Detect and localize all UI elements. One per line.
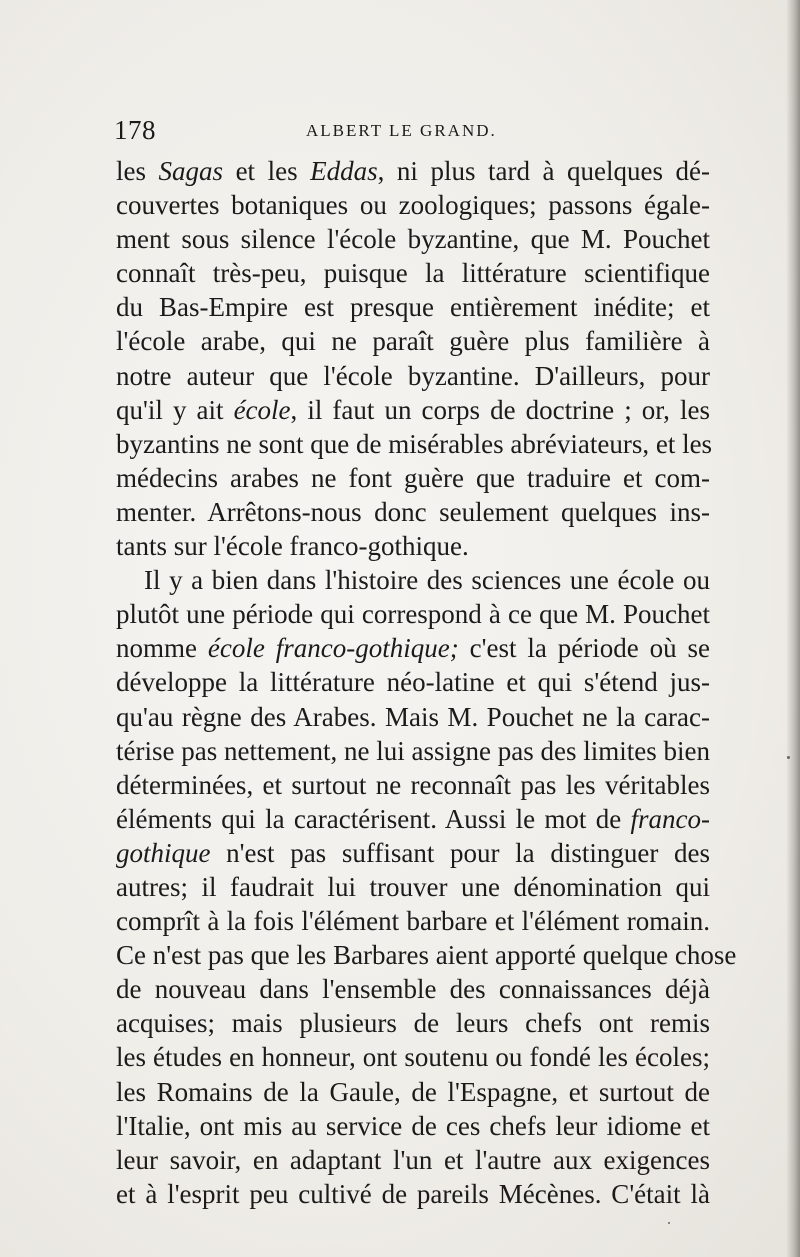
text-line [116, 222, 710, 256]
text-segment: qu'au règne des Arabes. Mais M. Pouchet ne la carac- [116, 701, 710, 732]
text-segment: Il y a bien dans l'histoire des sciences une école ou [144, 565, 710, 596]
italic-text-segment: gothique [116, 837, 211, 868]
text-segment: acquises; mais plusieurs de leurs chefs ont remis [116, 1008, 710, 1039]
text-segment: Ce n'est pas que les Barbares aient apporté quelque chose [116, 940, 737, 971]
text-segment: les Romains de la Gaule, de l'Espagne, et surtout de [116, 1076, 710, 1107]
text-line [116, 972, 710, 1006]
italic-text-segment: école franco-gothique; [207, 633, 459, 664]
text-line [116, 1040, 710, 1074]
text-segment: c'est la période où se [458, 633, 710, 664]
text-segment: l'Italie, ont mis au service de ces chefs leur idiome et [116, 1110, 710, 1141]
paper-speck [668, 1222, 670, 1224]
text-line [116, 324, 710, 358]
text-segment: autres; il faudrait lui trouver une dénomination qui [116, 871, 710, 902]
text-segment: , ni plus tard à quelques dé- [377, 156, 710, 186]
text-segment: éléments qui la caractérisent. Aussi le mot de [116, 803, 631, 834]
text-line [116, 938, 737, 972]
italic-text-segment: école [233, 394, 291, 425]
text-line [116, 1109, 710, 1143]
text-line [116, 495, 710, 529]
text-line [116, 427, 713, 461]
text-segment: n'est pas suffisant pour la distinguer des [210, 837, 710, 868]
body-text [116, 154, 737, 1211]
text-segment: du Bas-Empire est presque entièrement inédite; et [116, 292, 710, 323]
text-segment: et les [223, 156, 311, 186]
paper-speck [787, 756, 790, 759]
text-segment: l'école arabe, qui ne paraît guère plus familière à [116, 326, 710, 357]
text-segment: déterminées, et surtout ne reconnaît pas les véritables [116, 769, 710, 800]
text-line [116, 700, 710, 734]
text-line [116, 1075, 710, 1109]
text-segment: médecins arabes ne font guère que traduire et com- [116, 462, 710, 493]
text-segment: menter. Arrêtons-nous donc seulement quelques ins- [116, 496, 710, 527]
text-segment: térise pas nettement, ne lui assigne pas des limites bien [116, 735, 710, 766]
text-segment: les [116, 156, 159, 186]
text-segment: les études en honneur, ont soutenu ou fondé les écoles; [116, 1042, 710, 1073]
text-segment: couvertes botaniques ou zoologiques; passons égale- [116, 190, 710, 221]
page-edge-shadow [786, 0, 800, 1257]
text-segment: connaît très-peu, puisque la littérature scientifique [116, 258, 710, 289]
text-line [116, 1143, 710, 1177]
text-line [116, 529, 710, 563]
text-segment: de nouveau dans l'ensemble des connaissances déjà [116, 974, 710, 1005]
text-line [116, 665, 710, 699]
text-segment: nomme [116, 633, 208, 664]
text-line [116, 870, 710, 904]
text-line [116, 359, 710, 393]
text-segment: qu'il y ait [116, 394, 234, 425]
text-line [116, 290, 710, 324]
text-line [116, 256, 710, 290]
text-line [116, 734, 710, 768]
text-segment: , il faut un corps de doctrine ; or, les [290, 394, 710, 425]
page-number: 178 [114, 115, 156, 145]
text-line [116, 802, 710, 836]
text-line [116, 393, 710, 427]
text-segment: tants sur l'école franco-gothique. [116, 531, 469, 562]
text-line [116, 836, 710, 870]
text-line [116, 1006, 710, 1040]
text-segment: comprît à la fois l'élément barbare et l'élément romain. [116, 906, 710, 937]
text-segment: développe la littérature néo-latine et qui s'étend jus- [116, 667, 710, 698]
text-line [116, 1177, 710, 1211]
italic-text-segment: franco- [630, 803, 710, 834]
text-line [116, 597, 710, 631]
text-line [116, 563, 710, 597]
text-line [116, 461, 710, 495]
text-segment: notre auteur que l'école byzantine. D'ailleurs, pour [116, 360, 710, 391]
italic-text-segment: Sagas [158, 156, 224, 186]
italic-text-segment: Eddas [310, 156, 378, 186]
text-line [116, 768, 710, 802]
text-segment: ment sous silence l'école byzantine, que M. Pouchet [116, 224, 710, 255]
text-line [116, 154, 710, 188]
text-line [116, 631, 710, 665]
running-title: ALBERT LE GRAND. [306, 121, 497, 140]
text-segment: leur savoir, en adaptant l'un et l'autre aux exigences [116, 1144, 710, 1175]
text-line [116, 188, 710, 222]
text-line [116, 904, 710, 938]
text-segment: plutôt une période qui correspond à ce que M. Pouchet [116, 599, 710, 630]
text-segment: et à l'esprit peu cultivé de pareils Mécènes. C'était là [116, 1178, 710, 1209]
running-head [114, 114, 714, 146]
text-segment: byzantins ne sont que de misérables abréviateurs, et les [116, 428, 713, 459]
